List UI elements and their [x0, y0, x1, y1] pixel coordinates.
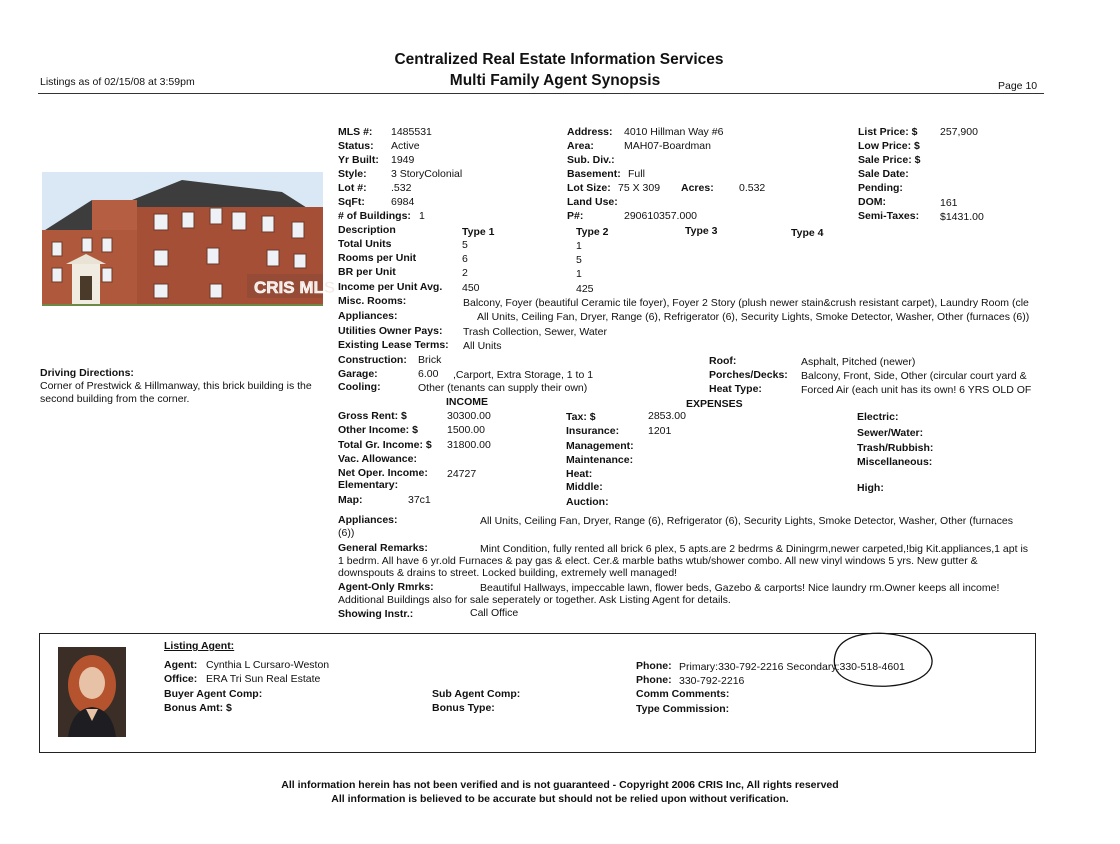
pid-value: 290610357.000: [624, 210, 697, 222]
area-label: Area:: [567, 140, 594, 152]
utilities-value: Trash Collection, Sewer, Water: [463, 326, 607, 338]
type4-header: Type 4: [791, 227, 824, 239]
unit-row-t2: 1: [576, 240, 582, 252]
unit-row-t1: 5: [462, 239, 468, 251]
sewer-water-label: Sewer/Water:: [857, 427, 924, 439]
semi-taxes-value: $1431.00: [940, 211, 984, 223]
garage-label: Garage:: [338, 368, 378, 380]
construction-value: Brick: [418, 354, 442, 366]
agent-photo: [58, 647, 126, 737]
lot-value: .532: [391, 182, 412, 194]
gross-rent-label: Gross Rent: $: [338, 410, 407, 422]
lease-value: All Units: [463, 340, 502, 352]
phone-secondary: 330-792-2216: [679, 675, 745, 687]
status-label: Status:: [338, 140, 374, 152]
other-income-value: 1500.00: [447, 424, 485, 436]
map-value: 37c1: [408, 494, 431, 506]
general-remarks-line2: 1 bedrm. All have 6 yr.old Furnaces & pay gas & elect. Cer.& marble baths wtub/shower combo. All new vinyl windows 5 yrs. New gutter &: [338, 555, 978, 567]
general-remarks-line3: downspouts & drains to street. Locked building, extremely well managed!: [338, 567, 678, 579]
total-gr-income-label: Total Gr. Income: $: [338, 439, 432, 451]
bonus-type-label: Bonus Type:: [432, 702, 495, 714]
unit-row-label: Rooms per Unit: [338, 252, 417, 264]
list-price-label: List Price: $: [858, 126, 918, 138]
garage-number: 6.00: [418, 368, 439, 380]
phone-label: Phone:: [636, 660, 672, 672]
agent-only-line1: Beautiful Hallways, impeccable lawn, flower beds, Gazebo & carports! Nice laundry rm.Owner keeps all income!: [480, 582, 1000, 594]
type1-header: Type 1: [462, 226, 495, 238]
unit-row-t2: 5: [576, 254, 582, 266]
general-remarks-line1: Mint Condition, fully rented all brick 6 plex, 5 apts.are 2 bedrms & Diningrm,newer carpeted,!big Kit.appliances,1 apt is: [480, 543, 1029, 555]
status-value: Active: [391, 140, 420, 152]
agent-label: Agent:: [164, 659, 198, 671]
agent-only-label: Agent-Only Rmrks:: [338, 581, 434, 593]
unit-row-t1: 6: [462, 253, 468, 265]
misc-expense-label: Miscellaneous:: [857, 456, 933, 468]
photo-watermark: CRIS MLS: [254, 278, 336, 297]
bonus-amt-label: Bonus Amt: $: [164, 702, 232, 714]
type-commission-label: Type Commission:: [636, 703, 730, 715]
elementary-label: Elementary:: [338, 479, 399, 491]
showing-label: Showing Instr.:: [338, 608, 414, 620]
semi-taxes-label: Semi-Taxes:: [858, 210, 920, 222]
property-photo: [42, 172, 336, 306]
unit-row-t1: 2: [462, 267, 468, 279]
cooling-value: Other (tenants can supply their own): [418, 382, 588, 394]
unit-row-t2: 425: [576, 283, 594, 295]
unit-row-t1: 450: [462, 282, 480, 294]
driving-directions-line1: Corner of Prestwick & Hillmanway, this brick building is the: [40, 380, 312, 392]
driving-directions-label: Driving Directions:: [40, 367, 134, 379]
basement-value: Full: [628, 168, 645, 180]
comm-comments-label: Comm Comments:: [636, 688, 730, 700]
header-rule: [38, 93, 1044, 94]
other-income-label: Other Income: $: [338, 424, 418, 436]
income-header: INCOME: [446, 396, 488, 408]
auction-label: Auction:: [566, 496, 609, 508]
heat-type-value: Forced Air (each unit has its own! 6 YRS OLD OF: [801, 384, 1032, 396]
buyer-comp-label: Buyer Agent Comp:: [164, 688, 263, 700]
type2-header: Type 2: [576, 226, 609, 238]
mls-value: 1485531: [391, 126, 432, 138]
appliances-value: All Units, Ceiling Fan, Dryer, Range (6), Refrigerator (6), Security Lights, Smoke Detector, Washer, Other (furnaces (6)): [477, 311, 1030, 323]
style-label: Style:: [338, 168, 367, 180]
management-label: Management:: [566, 440, 634, 452]
buildings-value: 1: [419, 210, 425, 222]
heat-type-label: Heat Type:: [709, 383, 762, 395]
basement-label: Basement:: [567, 168, 621, 180]
high-label: High:: [857, 482, 884, 494]
general-remarks-label: General Remarks:: [338, 542, 428, 554]
style-value: 3 StoryColonial: [391, 168, 463, 180]
roof-label: Roof:: [709, 355, 737, 367]
report-subtitle: Multi Family Agent Synopsis: [449, 72, 661, 89]
footer-disclaimer-line1: All information herein has not been verified and is not guaranteed - Copyright 2006 CRIS Inc, All rights reserved: [281, 779, 839, 791]
phone-label-2: Phone:: [636, 674, 672, 686]
type3-header: Type 3: [685, 225, 718, 237]
sale-date-label: Sale Date:: [858, 168, 909, 180]
sqft-label: SqFt:: [338, 196, 365, 208]
low-price-label: Low Price: $: [858, 140, 920, 152]
agent-only-line2: Additional Buildings also for sale seperately or together. Ask Listing Agent for details.: [338, 594, 731, 606]
agent-name: Cynthia L Cursaro-Weston: [206, 659, 330, 671]
lot-size-value: 75 X 309: [618, 182, 661, 194]
land-use-label: Land Use:: [567, 196, 618, 208]
garage-value: ,Carport, Extra Storage, 1 to 1: [453, 369, 594, 381]
listing-agent-heading: Listing Agent:: [164, 640, 235, 652]
area-value: MAH07-Boardman: [624, 140, 711, 152]
maintenance-label: Maintenance:: [566, 454, 634, 466]
driving-directions-line2: second building from the corner.: [40, 393, 190, 405]
middle-label: Middle:: [566, 481, 603, 493]
cooling-label: Cooling:: [338, 381, 381, 393]
electric-label: Electric:: [857, 411, 899, 423]
office-name: ERA Tri Sun Real Estate: [206, 673, 321, 685]
lot-size-label: Lot Size:: [567, 182, 611, 194]
porches-label: Porches/Decks:: [709, 369, 788, 381]
tax-label: Tax: $: [566, 411, 596, 423]
gross-rent-value: 30300.00: [447, 410, 491, 422]
subdiv-label: Sub. Div.:: [567, 154, 615, 166]
sale-price-label: Sale Price: $: [858, 154, 921, 166]
sqft-value: 6984: [391, 196, 415, 208]
yr-built-label: Yr Built:: [338, 154, 379, 166]
remarks-appliances-line1: All Units, Ceiling Fan, Dryer, Range (6), Refrigerator (6), Security Lights, Smoke Detector, Washer, Other (furnaces: [480, 515, 1013, 527]
dom-value: 161: [940, 197, 958, 209]
handdrawn-circle-annotation: [826, 630, 938, 690]
vac-allowance-label: Vac. Allowance:: [338, 453, 417, 465]
lease-label: Existing Lease Terms:: [338, 339, 449, 351]
insurance-value: 1201: [648, 425, 672, 437]
map-label: Map:: [338, 494, 363, 506]
pending-label: Pending:: [858, 182, 903, 194]
unit-row-t2: 1: [576, 268, 582, 280]
address-value: 4010 Hillman Way #6: [624, 126, 724, 138]
office-label: Office:: [164, 673, 198, 685]
acres-value: 0.532: [739, 182, 766, 194]
dom-label: DOM:: [858, 196, 886, 208]
net-oper-income-label: Net Oper. Income:: [338, 467, 428, 479]
list-price-value: 257,900: [940, 126, 978, 138]
unit-row-label: Income per Unit Avg.: [338, 281, 443, 293]
trash-label: Trash/Rubbish:: [857, 442, 934, 454]
footer-disclaimer-line2: All information is believed to be accurate but should not be relied upon without verification.: [331, 793, 789, 805]
tax-value: 2853.00: [648, 410, 686, 422]
expenses-header: EXPENSES: [686, 398, 743, 410]
org-title: Centralized Real Estate Information Services: [394, 51, 724, 68]
utilities-label: Utilities Owner Pays:: [338, 325, 443, 337]
appliances-label: Appliances:: [338, 310, 398, 322]
heat-label: Heat:: [566, 468, 593, 480]
construction-label: Construction:: [338, 354, 407, 366]
insurance-label: Insurance:: [566, 425, 620, 437]
acres-label: Acres:: [681, 182, 714, 194]
lot-label: Lot #:: [338, 182, 367, 194]
yr-built-value: 1949: [391, 154, 415, 166]
phone-primary: Primary:330-792-2216 Secondary:330-518-4601: [679, 661, 905, 673]
porches-value: Balcony, Front, Side, Other (circular court yard &: [801, 370, 1027, 382]
sub-comp-label: Sub Agent Comp:: [432, 688, 521, 700]
roof-value: Asphalt, Pitched (newer): [801, 356, 916, 368]
buildings-label: # of Buildings:: [338, 210, 411, 222]
total-gr-income-value: 31800.00: [447, 439, 491, 451]
misc-rooms-label: Misc. Rooms:: [338, 295, 407, 307]
showing-value: Call Office: [470, 607, 519, 619]
remarks-appliances-label: Appliances:: [338, 514, 398, 526]
mls-label: MLS #:: [338, 126, 373, 138]
description-header: Description: [338, 224, 396, 236]
unit-row-label: BR per Unit: [338, 266, 396, 278]
listings-as-of: Listings as of 02/15/08 at 3:59pm: [40, 76, 195, 88]
remarks-appliances-line2: (6)): [338, 527, 355, 539]
unit-row-label: Total Units: [338, 238, 392, 250]
address-label: Address:: [567, 126, 613, 138]
page-number: Page 10: [998, 80, 1038, 92]
net-oper-income-value: 24727: [447, 468, 477, 480]
pid-label: P#:: [567, 210, 584, 222]
misc-rooms-value: Balcony, Foyer (beautiful Ceramic tile foyer), Foyer 2 Story (plush newer stain&crush resistant carpet), Laundry Room (cle: [463, 297, 1029, 309]
